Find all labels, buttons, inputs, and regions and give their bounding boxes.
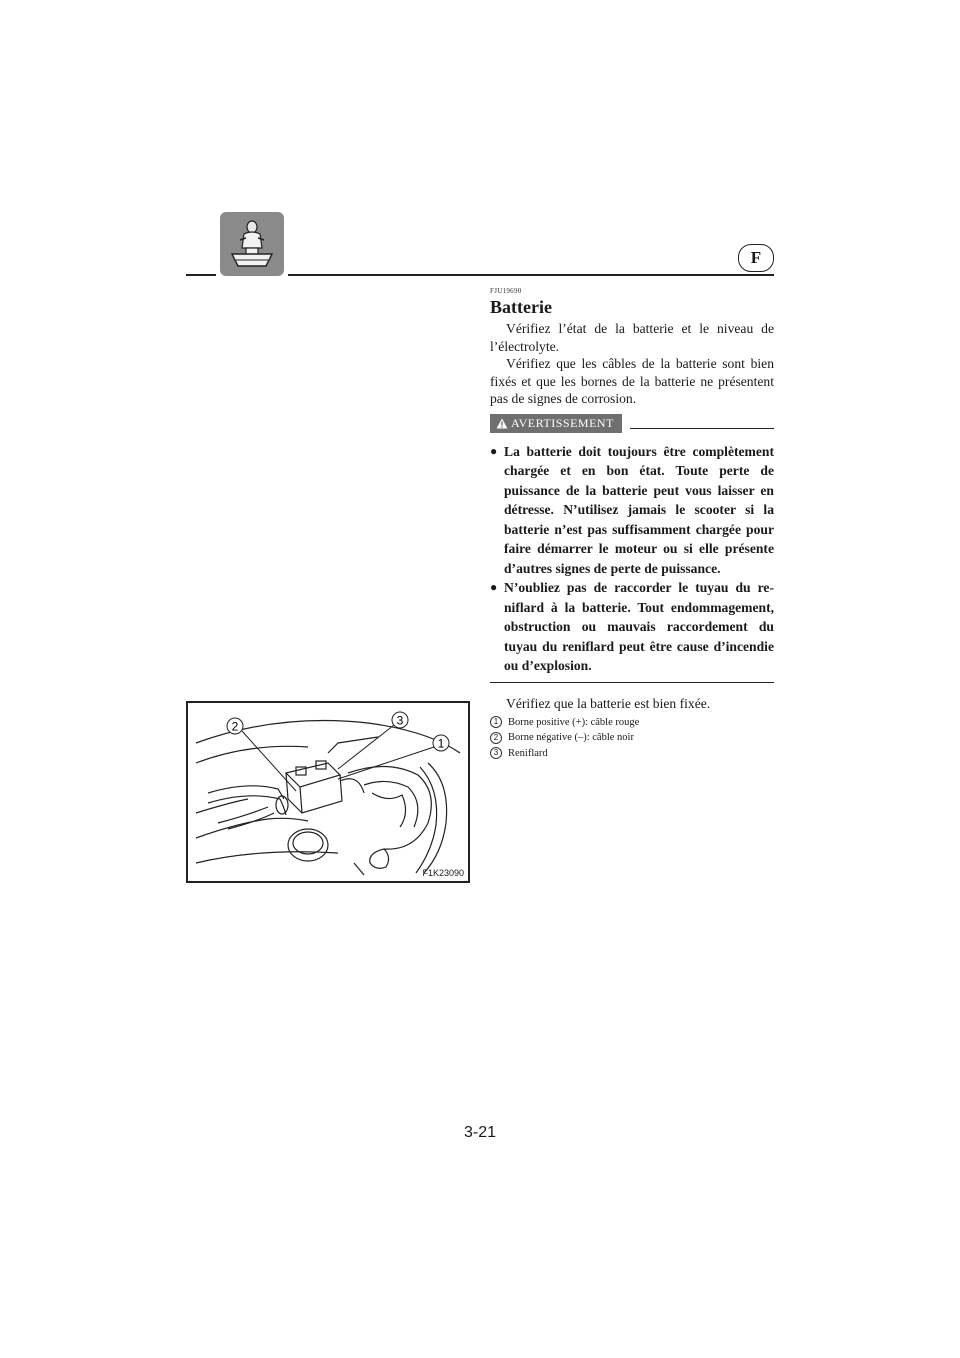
intro-paragraph-2: Vérifiez que les câbles de la batterie sont bien fixés et que les bornes de la batterie ne présentent pas de signes de corrosion. [490, 356, 774, 407]
after-warning-paragraph: Vérifiez que la batterie est bien fixée. [506, 695, 711, 711]
bullet-icon: ● [490, 580, 498, 595]
callout-number-icon: 1 [490, 716, 502, 728]
jetski-rider-icon [220, 212, 284, 276]
callout-1 [433, 735, 449, 751]
callout-3 [392, 712, 408, 728]
callout-number-icon: 3 [490, 747, 502, 759]
warning-triangle-icon [496, 418, 508, 429]
svg-text:2: 2 [231, 719, 239, 734]
warning-item: ● N’oubliez pas de raccorder le tuyau du reniflard à la batterie. Tout endommagement, obstruction ou mauvais raccordement du tuyau du reniflard peut être cause d’incendie ou d’explosion. [490, 580, 774, 674]
section-icon [220, 212, 284, 276]
figure-code: F1K23090 [422, 868, 464, 878]
section-title: Batterie [490, 297, 552, 317]
legend-item: 1 Borne positive (+): câble rouge [490, 715, 774, 731]
callout-2 [227, 718, 243, 734]
warning-label: AVERTISSEMENT [511, 416, 614, 431]
section-code: FJU19690 [490, 287, 522, 295]
warning-top-rule [630, 428, 774, 429]
warning-item: ● La batterie doit toujours être complètement chargée et en bon état. Toute perte de puissance de la batterie peut vous laisser en détresse. N’utilisez jamais le scooter si la batterie n’est pas suffisamment chargée pour faire démarrer le moteur ou si elle présente d’autres signes de perte de puissance. [490, 443, 774, 576]
warning-bottom-rule [490, 682, 774, 683]
bullet-icon: ● [490, 443, 498, 458]
warning-header [490, 414, 774, 434]
warning-list [490, 442, 774, 676]
header-rule-right [288, 274, 774, 276]
svg-text:1: 1 [437, 736, 445, 751]
warning-badge [490, 414, 622, 433]
battery-section [490, 287, 774, 761]
intro-paragraph-1: Vérifiez l’état de la batterie et le niveau de l’électrolyte. [490, 321, 774, 354]
legend-item: 3 Reniflard [490, 746, 774, 762]
figure-legend [490, 715, 774, 762]
page-number: 3-21 [463, 1124, 497, 1141]
header-rule-left [186, 274, 216, 276]
battery-drawing [188, 703, 468, 881]
legend-item: 2 Borne négative (–): câble noir [490, 730, 774, 746]
battery-illustration [186, 701, 470, 883]
svg-text:3: 3 [396, 713, 404, 728]
callout-number-icon: 2 [490, 732, 502, 744]
language-badge: F [738, 244, 774, 272]
